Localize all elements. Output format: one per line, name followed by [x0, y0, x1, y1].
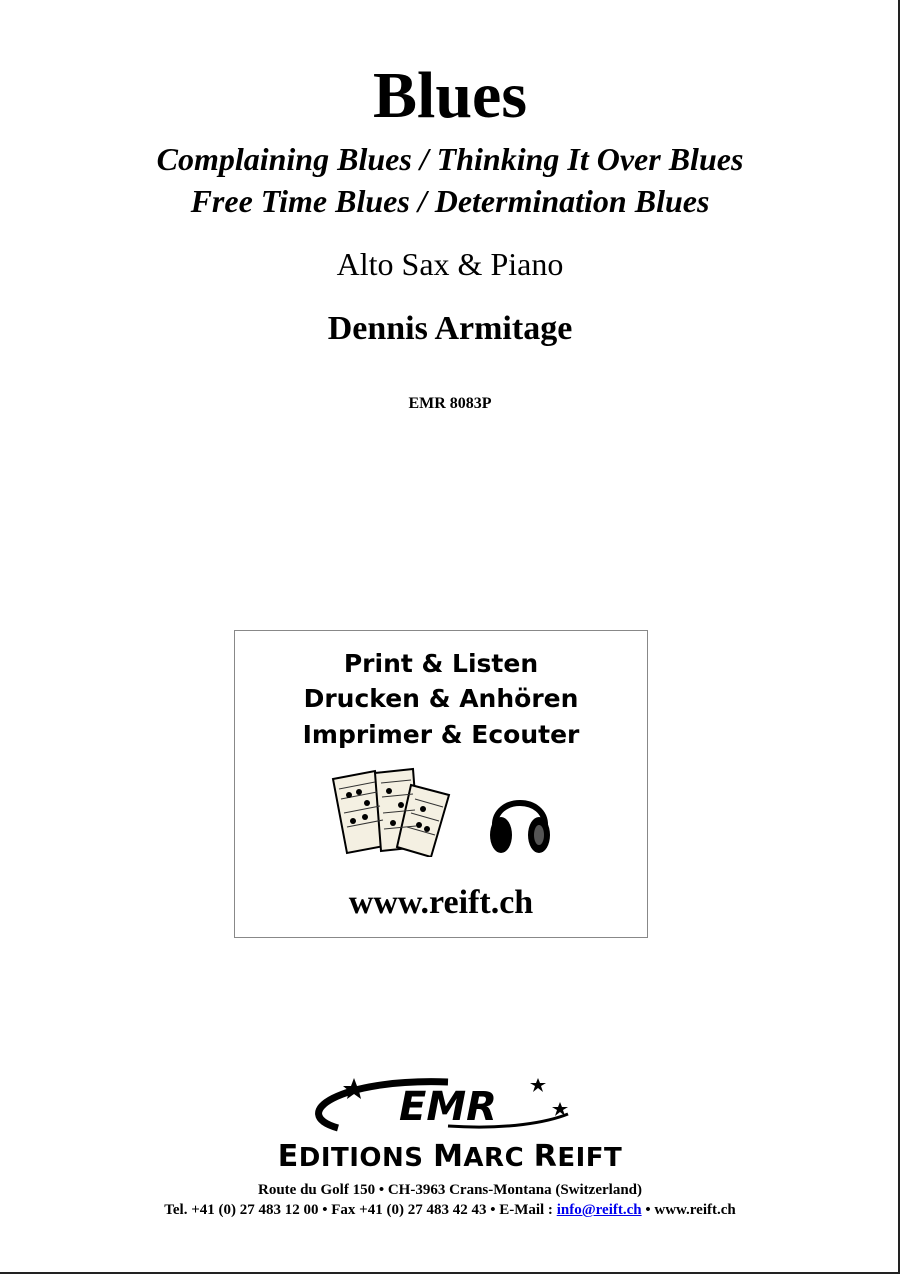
promo-website[interactable]: www.reift.ch [348, 884, 534, 921]
headphones-icon [485, 781, 555, 857]
catalog-number: EMR 8083P [408, 395, 492, 412]
print-listen-box [234, 630, 648, 938]
contact-website: • www.reift.ch [641, 1202, 736, 1218]
promo-line-german: Drucken & Anhören [303, 684, 579, 713]
publisher-contact [0, 1201, 900, 1219]
logo-text: EMR [399, 1084, 497, 1130]
subtitle-line-1: Complaining Blues / Thinking It Over Blues [156, 141, 744, 177]
email-link[interactable]: info@reift.ch [556, 1202, 642, 1218]
publisher-name: EDITIONS MARC REIFT [277, 1139, 623, 1174]
publisher-address: Route du Golf 150 • CH-3963 Crans-Montana (Switzerland) [258, 1182, 642, 1198]
promo-line-french: Imprimer & Ecouter [302, 720, 580, 749]
subtitle-line-2: Free Time Blues / Determination Blues [190, 183, 710, 219]
score-title: Blues [372, 59, 528, 132]
sheet-music-icon [327, 765, 455, 857]
emr-logo [298, 1074, 578, 1134]
contact-phone-fax: Tel. +41 (0) 27 483 12 00 • Fax +41 (0) 27 483 42 43 • E-Mail : [164, 1202, 557, 1218]
promo-line-english: Print & Listen [343, 649, 539, 678]
instrumentation: Alto Sax & Piano [336, 246, 564, 282]
composer-name: Dennis Armitage [327, 310, 573, 347]
